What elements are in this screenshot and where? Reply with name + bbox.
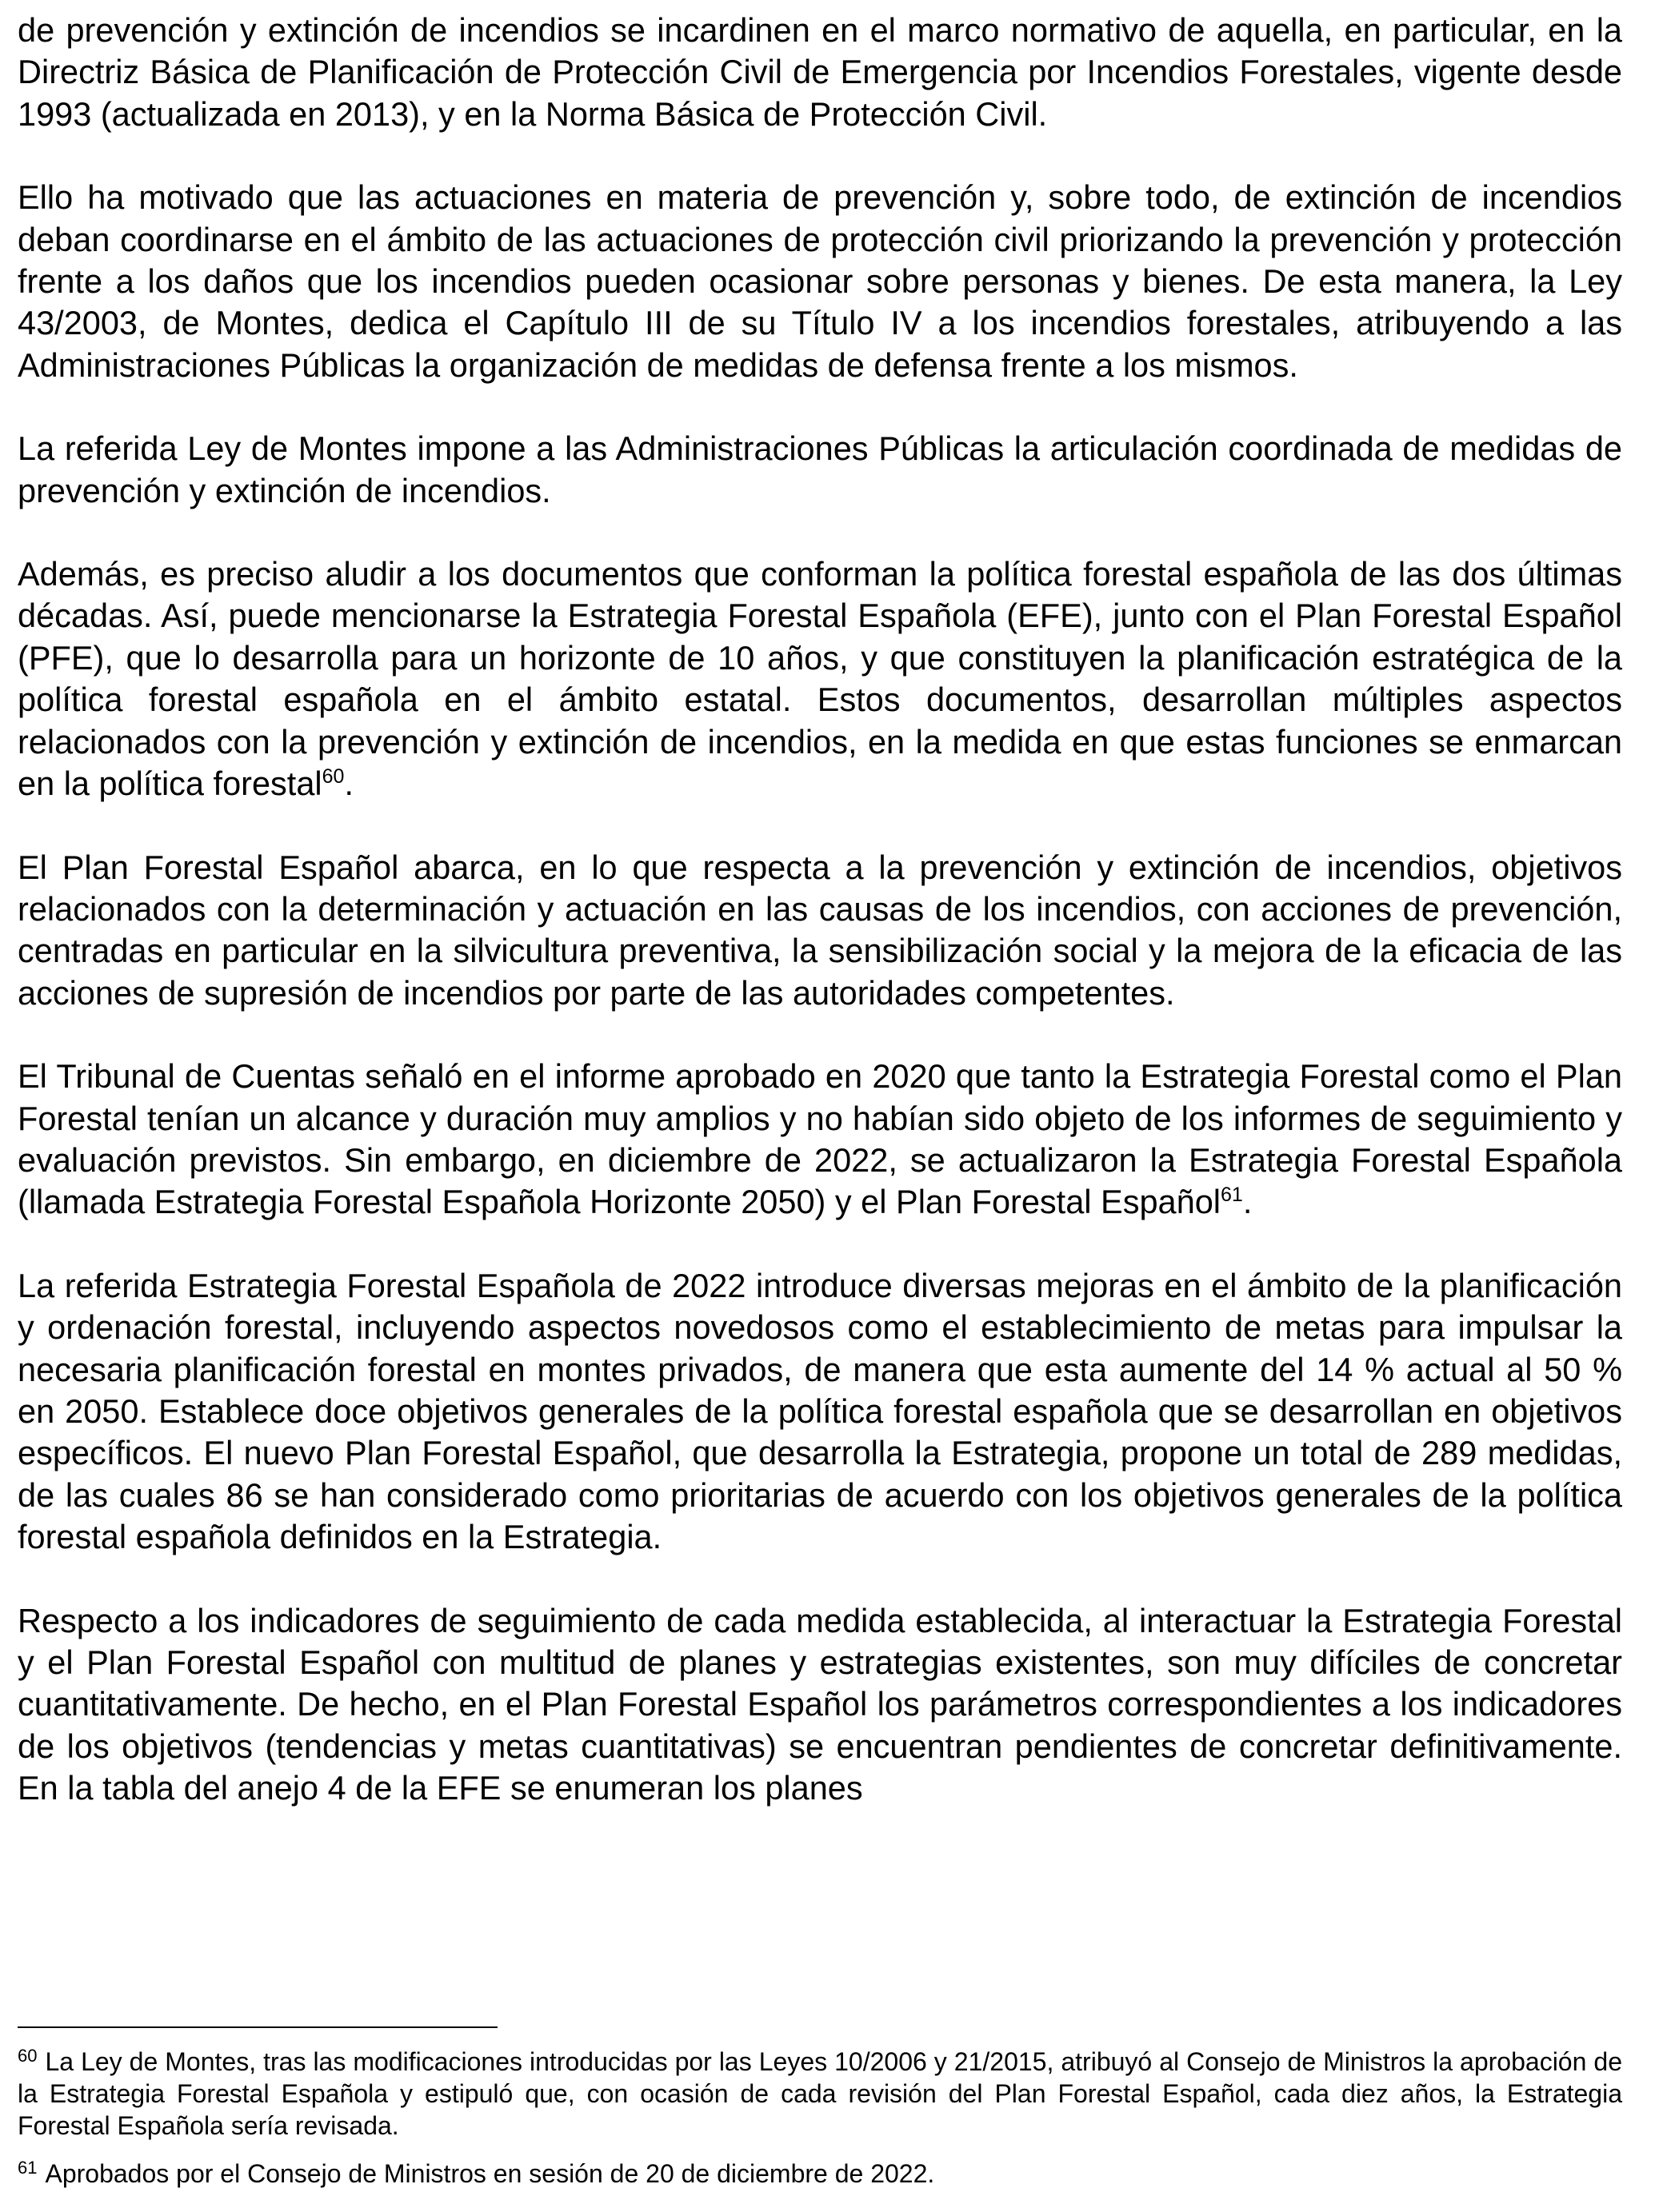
paragraph: El Plan Forestal Español abarca, en lo que respecta a la prevención y extinción de incendios, objetivos relacionados con la determinación y actuación en las causas de los incendios, con acciones de prevención, centradas en particular en la silvicultura preventiva, la sensibilización social y la mejora de la eficacia de las acciones de supresión de incendios por parte de las autoridades competentes. <box>18 848 1622 1012</box>
paragraph: La referida Ley de Montes impone a las Administraciones Públicas la articulación coordinada de medidas de prevención y extinción de incendios. <box>18 429 1622 509</box>
footnote-text: La Ley de Montes, tras las modificaciones introducidas por las Leyes 10/2006 y 21/2015, atribuyó al Consejo de Ministros la aprobación de la Estrategia Forestal Española y estipuló que, con ocasión de cada revisión del Plan Forestal Español, cada diez años, la Estrategia Forestal Española sería revisada. <box>18 2047 1622 2140</box>
footnote-60 <box>18 2046 1622 2142</box>
footnote-ref-61[interactable]: 61 <box>1221 1184 1243 1207</box>
document-body <box>18 10 1622 1810</box>
footnote-number: 61 <box>18 2158 38 2178</box>
footnote-separator <box>18 2026 498 2028</box>
paragraph: Ello ha motivado que las actuaciones en materia de prevención y, sobre todo, de extinción de incendios deban coordinarse en el ámbito de las actuaciones de protección civil priorizando la prevención y protección frente a los daños que los incendios pueden ocasionar sobre personas y bienes. De esta manera, la Ley 43/2003, de Montes, dedica el Capítulo III de su Título IV a los incendios forestales, atribuyendo a las Administraciones Públicas la organización de medidas de defensa frente a los mismos. <box>18 178 1622 384</box>
footnote-number: 60 <box>18 2046 38 2066</box>
footnote-text: Aprobados por el Consejo de Ministros en sesión de 20 de diciembre de 2022. <box>45 2159 935 2188</box>
paragraph: Respecto a los indicadores de seguimiento de cada medida establecida, al interactuar la Estrategia Forestal y el Plan Forestal Español con multitud de planes y estrategias existentes, son muy difíciles de concretar cuantitativamente. De hecho, en el Plan Forestal Español los parámetros correspondientes a los indicadores de los objetivos (tendencias y metas cuantitativas) se encuentran pendientes de concretar definitivamente. En la tabla del anejo 4 de la EFE se enumeran los planes <box>18 1601 1622 1807</box>
paragraph: Además, es preciso aludir a los documentos que conforman la política forestal española de las dos últimas décadas. Así, puede mencionarse la Estrategia Forestal Española (EFE), junto con el Plan Forestal Español (PFE), que lo desarrolla para un horizonte de 10 años, y que constituyen la planificación estratégica de la política forestal española en el ámbito estatal. Estos documentos, desarrollan múltiples aspectos relacionados con la prevención y extinción de incendios, en la medida en que estas funciones se enmarcan en la política forestal$^{60}$. <box>18 555 1622 803</box>
footnote-61 <box>18 2158 1622 2190</box>
paragraph: de prevención y extinción de incendios se incardinen en el marco normativo de aquella, en particular, en la Directriz Básica de Planificación de Protección Civil de Emergencia por Incendios Forestales, vigente desde 1993 (actualizada en 2013), y en la Norma Básica de Protección Civil. <box>18 11 1622 133</box>
paragraph: La referida Estrategia Forestal Española de 2022 introduce diversas mejoras en el ámbito de la planificación y ordenación forestal, incluyendo aspectos novedosos como el establecimiento de metas para impulsar la necesaria planificación forestal en montes privados, de manera que esta aumente del 14 % actual al 50 % en 2050. Establece doce objetivos generales de la política forestal española que se desarrollan en objetivos específicos. El nuevo Plan Forestal Español, que desarrolla la Estrategia, propone un total de 289 medidas, de las cuales 86 se han considerado como prioritarias de acuerdo con los objetivos generales de la política forestal española definidos en la Estrategia. <box>18 1266 1622 1556</box>
paragraph: El Tribunal de Cuentas señaló en el informe aprobado en 2020 que tanto la Estrategia Forestal como el Plan Forestal tenían un alcance y duración muy amplios y no habían sido objeto de los informes de seguimiento y evaluación previstos. Sin embargo, en diciembre de 2022, se actualizaron la Estrategia Forestal Española (llamada Estrategia Forestal Española Horizonte 2050) y el Plan Forestal Español$^{61}$. <box>18 1057 1622 1221</box>
footnotes-section <box>18 2026 1622 2206</box>
footnote-ref-60[interactable]: 60 <box>322 765 345 789</box>
